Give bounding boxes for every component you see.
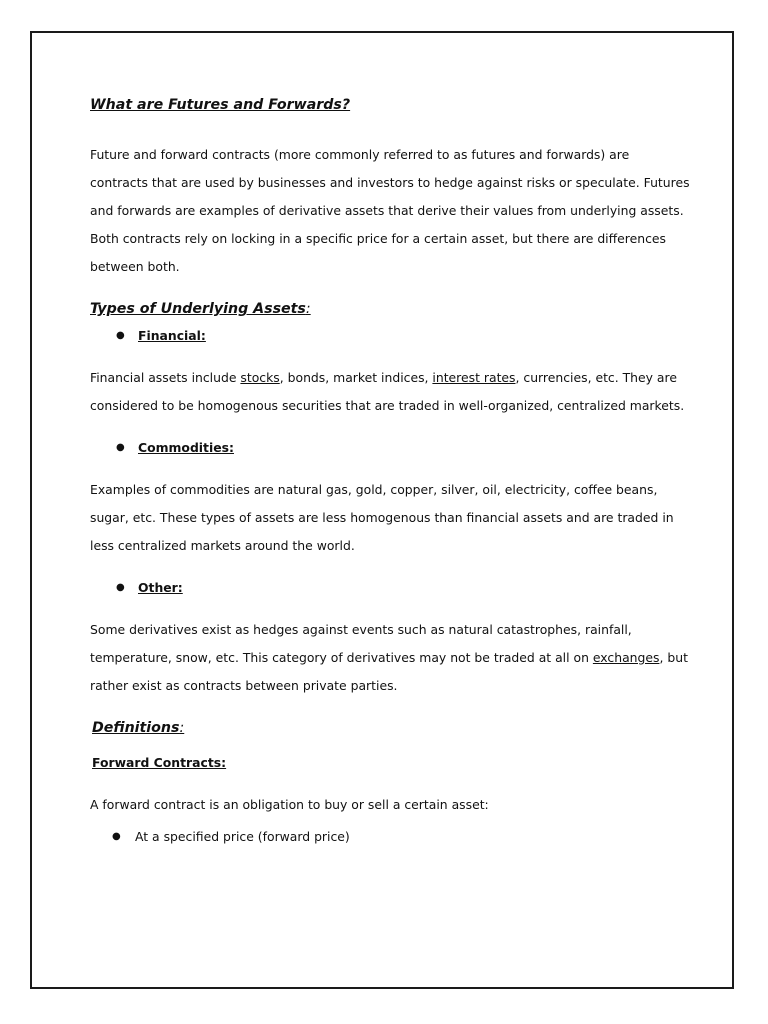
- financial-bullet: [90, 326, 690, 346]
- types-heading: [90, 298, 690, 320]
- other-text-2: , but rather exist as contracts between private parties.: [90, 650, 688, 693]
- interest-rates-link[interactable]: interest rates: [432, 370, 516, 385]
- forward-bullet-text: At a specified price (forward price): [135, 829, 350, 844]
- definitions-heading: [92, 717, 690, 739]
- financial-text-2: , bonds, market indices,: [279, 370, 433, 385]
- list-item: [90, 827, 690, 847]
- forward-contract-paragraph: A forward contract is an obligation to buy or sell a certain asset:: [90, 797, 489, 812]
- page-title: What are Futures and Forwards?: [90, 97, 351, 113]
- commodities-label: Commodities:: [138, 440, 234, 455]
- financial-text-3: , currencies, etc. They are considered to be homogenous securities that are traded in well-organized, centralized markets.: [90, 370, 685, 413]
- intro-paragraph: Future and forward contracts (more commonly referred to as futures and forwards) are contracts that are used by businesses and investors to hedge against risks or speculate. Futures and forwards are examples of derivative assets that derive their values from underlying assets. Both contracts rely on locking in a specific price for a certain asset, but there are differences between both.: [90, 147, 690, 274]
- commodities-bullet: [90, 438, 690, 458]
- commodities-paragraph: Examples of commodities are natural gas, gold, copper, silver, oil, electricity, coffee beans, sugar, etc. These types of assets are less homogenous than financial assets and are traded in less centralized markets around the world.: [90, 482, 674, 553]
- exchanges-link[interactable]: exchanges: [592, 650, 660, 665]
- definitions-heading-text: Definitions: [92, 720, 180, 736]
- bullet-icon: ●: [116, 582, 125, 593]
- bullet-icon: ●: [116, 330, 125, 341]
- other-label: Other:: [138, 580, 183, 595]
- definitions-heading-colon: :: [179, 720, 185, 736]
- bullet-icon: ●: [116, 442, 125, 453]
- stocks-link[interactable]: stocks: [240, 370, 280, 385]
- other-paragraph: [90, 616, 690, 700]
- document-body: [90, 94, 690, 847]
- types-heading-text: Types of Underlying Assets: [90, 301, 306, 317]
- financial-label: Financial:: [138, 328, 206, 343]
- forward-contracts-heading: Forward Contracts:: [92, 755, 227, 770]
- bullet-icon: ●: [112, 831, 121, 842]
- other-text-1: Some derivatives exist as hedges against events such as natural catastrophes, rainfall, temperature, snow, etc. This category of derivatives may not be traded at all on: [90, 622, 632, 665]
- types-heading-colon: :: [305, 301, 311, 317]
- financial-text-1: Financial assets include: [90, 370, 241, 385]
- other-bullet: [90, 578, 690, 598]
- financial-paragraph: [90, 364, 690, 420]
